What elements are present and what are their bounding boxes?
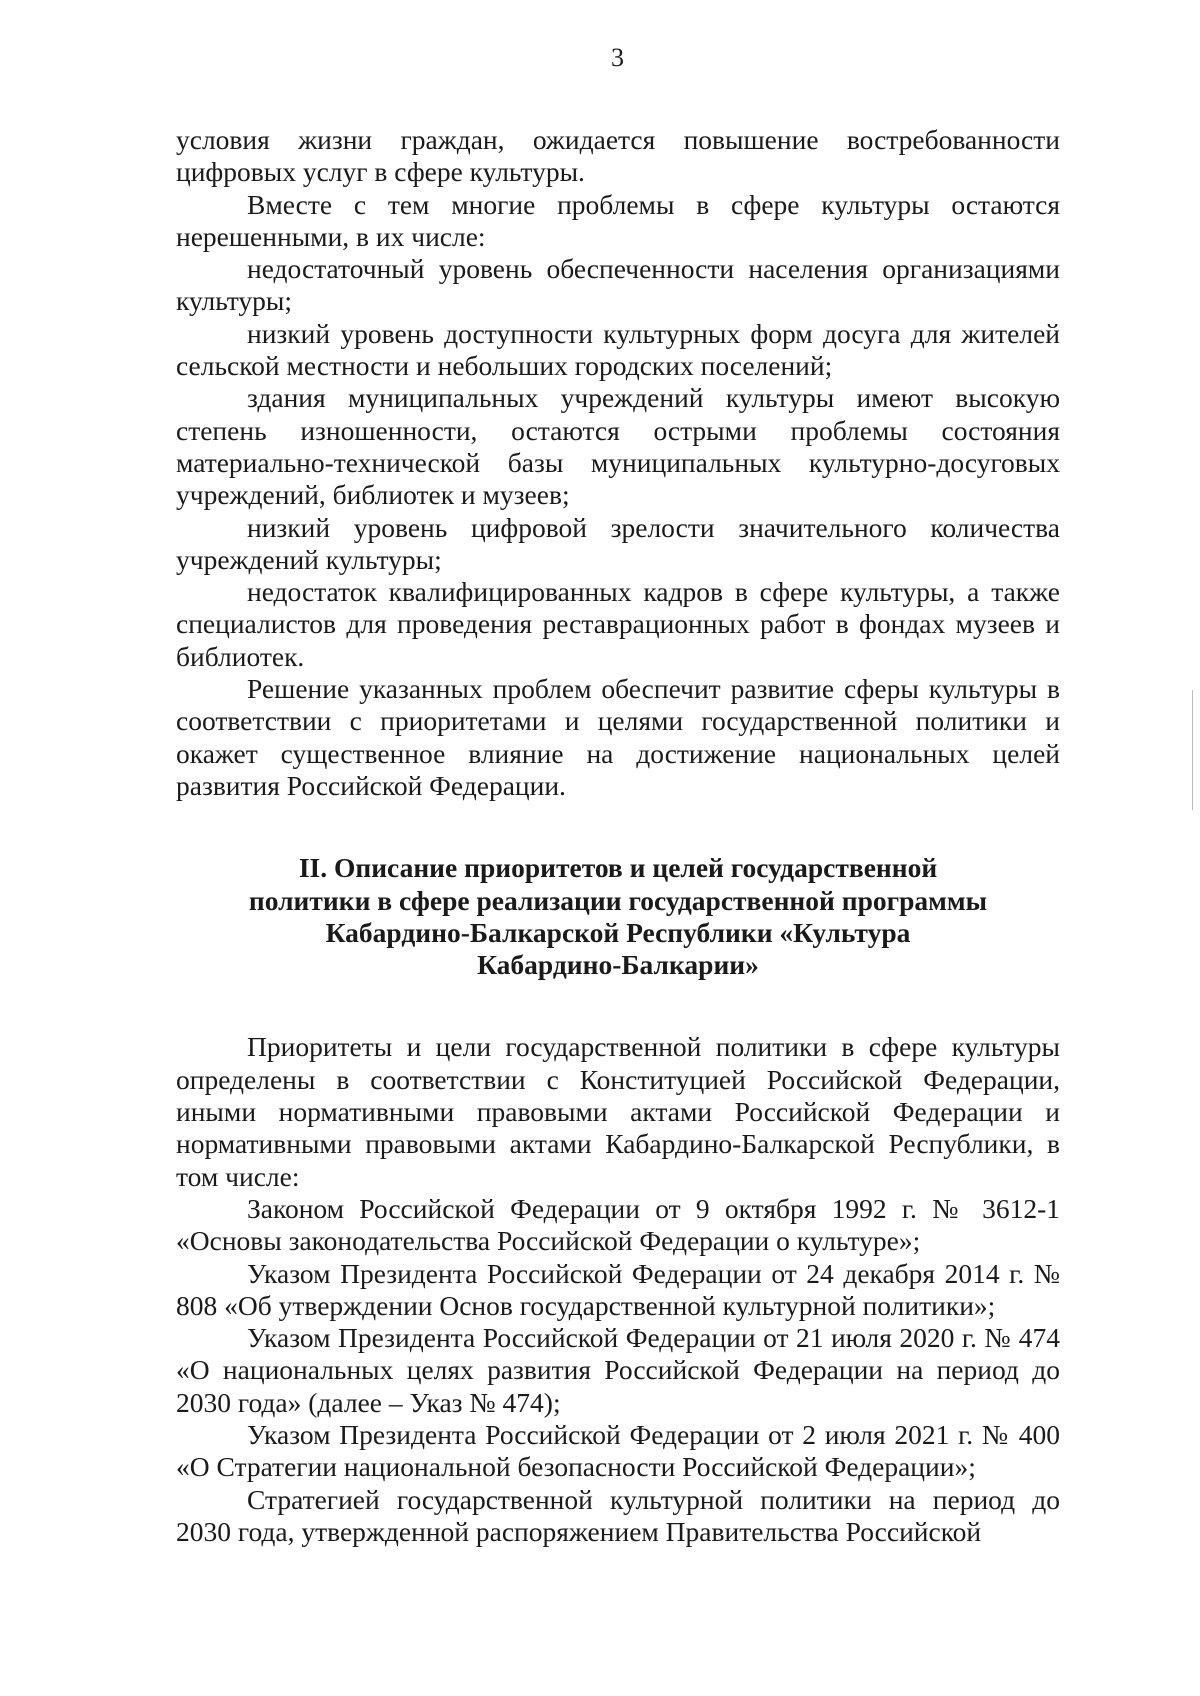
list-item: низкий уровень доступности культурных форм досуга для жителей сельской местности и небольших городских поселений;	[176, 317, 1060, 382]
paragraph: условия жизни граждан, ожидается повышение востребованности цифровых услуг в сфере культуры.	[176, 124, 1060, 188]
page-number: 3	[611, 43, 624, 72]
list-item: здания муниципальных учреждений культуры имеют высокую степень изношенности, остаются острыми проблемы состояния материально-технической базы муниципальных культурно-досуговых учреждений, библиотек и музеев;	[176, 382, 1060, 511]
list-item: низкий уровень цифровой зрелости значительного количества учреждений культуры;	[176, 511, 1060, 575]
list-item: недостаточный уровень обеспеченности населения организациями культуры;	[176, 253, 1060, 317]
list-item: Указом Президента Российской Федерации от 2 июля 2021 г. № 400 «О Стратегии национальной безопасности Российской Федерации»;	[176, 1418, 1060, 1483]
section-heading-line: Кабардино-Балкарии»	[477, 949, 759, 981]
section-paragraphs	[176, 1031, 1060, 1548]
scan-edge-mark	[1192, 690, 1193, 810]
spacer	[176, 981, 1060, 1031]
section-heading-line: политики в сфере реализации государственной программы	[248, 884, 988, 916]
section-heading	[176, 852, 1060, 981]
list-item: недостаток квалифицированных кадров в сфере культуры, а также специалистов для проведения реставрационных работ в фондах музеев и библиотек.	[176, 576, 1060, 672]
paragraph: Приоритеты и цели государственной политики в сфере культуры определены в соответствии с Конституцией Российской Федерации, иными нормативными правовыми актами Российской Федерации и нормативными правовыми актами Кабардино-Балкарской Республики, в том числе:	[176, 1031, 1060, 1192]
list-item: Указом Президента Российской Федерации от 24 декабря 2014 г. № 808 «Об утверждении Основ государственной культурной политики»;	[176, 1257, 1060, 1321]
document-body	[176, 124, 1060, 1548]
paragraph: Решение указанных проблем обеспечит развитие сферы культуры в соответствии с приоритетами и целями государственной политики и окажет существенное влияние на достижение национальных целей развития Российской Федерации.	[176, 673, 1060, 801]
spacer	[176, 802, 1060, 852]
list-item: Стратегией государственной культурной политики на период до 2030 года, утвержденной распоряжением Правительства Российской	[176, 1483, 1060, 1547]
section-heading-line: Кабардино-Балкарской Республики «Культура	[325, 916, 911, 948]
paragraph: Вместе с тем многие проблемы в сфере культуры остаются нерешенными, в их числе:	[176, 188, 1060, 252]
section-heading-line: II. Описание приоритетов и целей государственной	[298, 852, 938, 884]
list-item: Законом Российской Федерации от 9 октября 1992 г. № 3612-1 «Основы законодательства Российской Федерации о культуре»;	[176, 1192, 1060, 1257]
intro-paragraphs	[176, 124, 1060, 802]
list-item: Указом Президента Российской Федерации от 21 июля 2020 г. № 474 «О национальных целях развития Российской Федерации на период до 2030 года» (далее – Указ № 474);	[176, 1322, 1060, 1418]
